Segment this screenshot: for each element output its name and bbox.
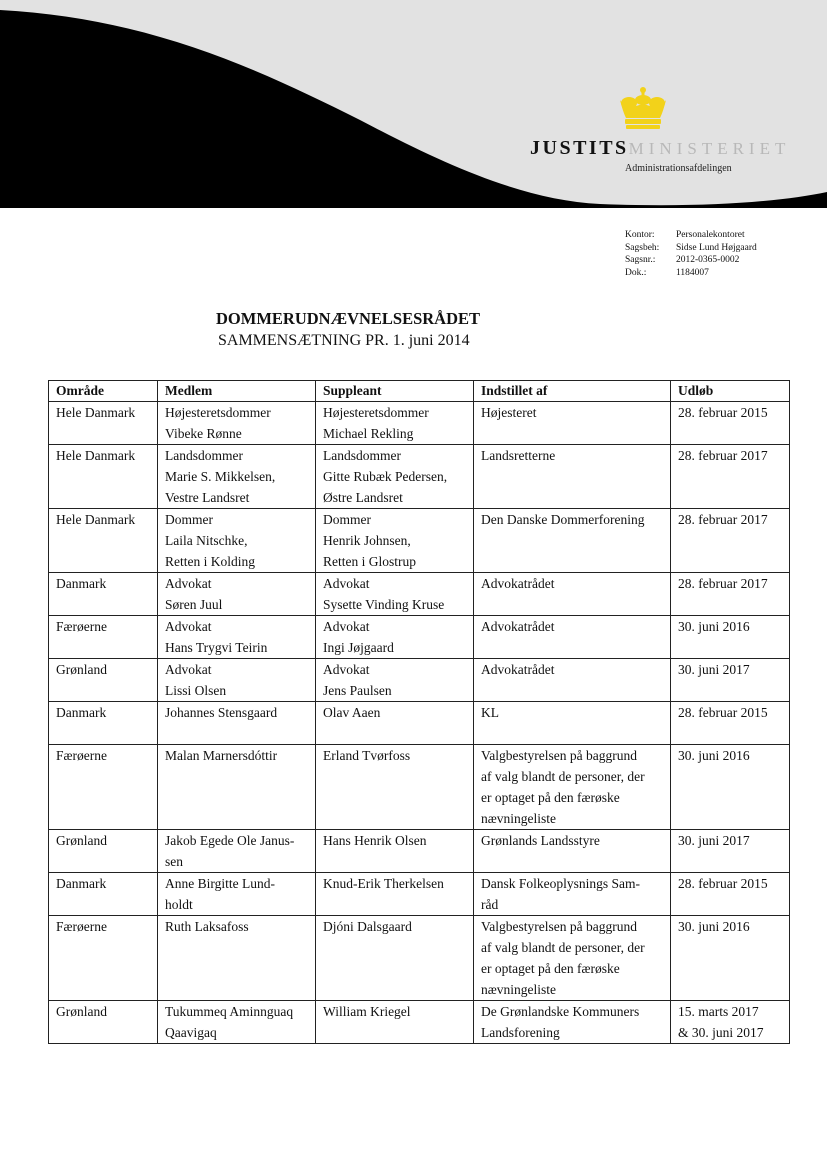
cell-nominated: [474, 830, 671, 873]
cell-line: Djóni Dalsgaard: [323, 919, 412, 934]
cell-line: Advokat: [323, 576, 370, 591]
cell-nominated: [474, 873, 671, 916]
meta-row: [625, 267, 757, 280]
meta-key: Kontor:: [625, 230, 655, 240]
cell-line: Lissi Olsen: [165, 683, 227, 698]
cell-line: Retten i Kolding: [165, 554, 255, 569]
logo-strong-text: JUSTITS: [530, 137, 629, 159]
cell-line: 28. februar 2015: [678, 705, 768, 720]
column-header-member: Medlem: [158, 381, 316, 402]
cell-line: holdt: [165, 897, 193, 912]
cell-line: Højesteret: [481, 405, 537, 420]
cell-line: KL: [481, 705, 499, 720]
cell-expiry: [671, 702, 790, 745]
meta-value: 1184007: [676, 267, 709, 278]
cell-line: 28. februar 2017: [678, 448, 768, 463]
cell-line: Advokatrådet: [481, 576, 555, 591]
cell-line: Advokat: [323, 662, 370, 677]
cell-line: Johannes Stensgaard: [165, 705, 278, 720]
cell-line: Marie S. Mikkelsen,: [165, 469, 276, 484]
cell-nominated: [474, 402, 671, 445]
meta-row: [625, 229, 757, 242]
cell-line: af valg blandt de personer, der: [481, 769, 645, 784]
cell-line: 15. marts 2017: [678, 1004, 759, 1019]
meta-value: Personalekontoret: [676, 230, 745, 240]
cell-line: Valgbestyrelsen på baggrund: [481, 748, 637, 763]
cell-line: 30. juni 2017: [678, 662, 750, 677]
ministry-logo: [530, 136, 790, 161]
cell-line: Tukummeq Aminnguaq: [165, 1004, 294, 1019]
cell-line: Grønlands Landsstyre: [481, 833, 600, 848]
cell-member: [158, 616, 316, 659]
cell-line: Malan Marnersdóttir: [165, 748, 278, 763]
cell-line: Vestre Landsret: [165, 490, 250, 505]
cell-line: Dansk Folkeoplysnings Sam-: [481, 876, 641, 891]
column-header-area: Område: [49, 381, 158, 402]
meta-value: Sidse Lund Højgaard: [676, 242, 757, 253]
meta-row: [625, 254, 757, 267]
cell-member: [158, 445, 316, 509]
cell-line: sen: [165, 854, 183, 869]
cell-nominated: [474, 916, 671, 1001]
cell-line: 30. juni 2016: [678, 748, 750, 763]
cell-expiry: [671, 830, 790, 873]
cell-area: Danmark: [49, 873, 158, 916]
cell-line: 28. februar 2017: [678, 512, 768, 527]
cell-expiry: [671, 659, 790, 702]
council-composition-table: [48, 380, 790, 1044]
cell-line: Hans Trygvi Teirin: [165, 640, 268, 655]
table-row: [49, 1001, 790, 1044]
table-row: [49, 830, 790, 873]
cell-line: Valgbestyrelsen på baggrund: [481, 919, 637, 934]
cell-area: Hele Danmark: [49, 445, 158, 509]
cell-substitute: [316, 745, 474, 830]
cell-line: Dommer: [323, 512, 371, 527]
cell-line: Søren Juul: [165, 597, 223, 612]
cell-line: Jens Paulsen: [323, 683, 392, 698]
meta-key: Sagsbeh:: [625, 242, 660, 253]
cell-nominated: [474, 702, 671, 745]
table-row: [49, 873, 790, 916]
header-background: [0, 0, 827, 208]
cell-line: Advokatrådet: [481, 662, 555, 677]
cell-line: er optaget på den færøske: [481, 961, 620, 976]
cell-line: Sysette Vinding Kruse: [323, 597, 445, 612]
cell-member: [158, 402, 316, 445]
cell-line: Olav Aaen: [323, 705, 381, 720]
cell-area: Grønland: [49, 830, 158, 873]
cell-line: De Grønlandske Kommuners: [481, 1004, 640, 1019]
cell-line: Advokat: [165, 576, 212, 591]
cell-line: Vibeke Rønne: [165, 426, 242, 441]
cell-line: & 30. juni 2017: [678, 1025, 764, 1040]
cell-line: Retten i Glostrup: [323, 554, 416, 569]
cell-substitute: [316, 830, 474, 873]
cell-member: [158, 702, 316, 745]
cell-area: Færøerne: [49, 745, 158, 830]
cell-substitute: [316, 873, 474, 916]
cell-substitute: [316, 702, 474, 745]
cell-expiry: [671, 1001, 790, 1044]
cell-line: 30. juni 2017: [678, 833, 750, 848]
cell-line: af valg blandt de personer, der: [481, 940, 645, 955]
cell-member: [158, 573, 316, 616]
cell-line: Knud-Erik Therkelsen: [323, 876, 444, 891]
cell-member: [158, 509, 316, 573]
cell-nominated: [474, 509, 671, 573]
cell-line: Michael Rekling: [323, 426, 414, 441]
cell-area: Hele Danmark: [49, 509, 158, 573]
cell-line: Den Danske Dommerforening: [481, 512, 645, 527]
cell-expiry: [671, 573, 790, 616]
cell-substitute: [316, 445, 474, 509]
cell-area: Danmark: [49, 573, 158, 616]
department-name: Administrationsafdelingen: [625, 163, 732, 174]
cell-substitute: [316, 402, 474, 445]
crown-icon: [616, 86, 670, 130]
cell-line: 28. februar 2017: [678, 576, 768, 591]
meta-key: Sagsnr.:: [625, 255, 656, 265]
cell-area: Færøerne: [49, 616, 158, 659]
cell-substitute: [316, 659, 474, 702]
cell-area: Færøerne: [49, 916, 158, 1001]
cell-nominated: [474, 445, 671, 509]
document-subtitle: SAMMENSÆTNING PR. 1. juni 2014: [218, 332, 470, 349]
cell-line: Jakob Egede Ole Janus-: [165, 833, 295, 848]
cell-area: Hele Danmark: [49, 402, 158, 445]
cell-line: Qaavigaq: [165, 1025, 217, 1040]
cell-substitute: [316, 616, 474, 659]
table-row: [49, 702, 790, 745]
cell-member: [158, 873, 316, 916]
meta-row: [625, 242, 757, 255]
cell-line: Landsdommer: [165, 448, 243, 463]
column-header-nominated-by: Indstillet af: [474, 381, 671, 402]
cell-line: Østre Landsret: [323, 490, 403, 505]
table-row: [49, 745, 790, 830]
cell-line: Landsretterne: [481, 448, 556, 463]
cell-line: Gitte Rubæk Pedersen,: [323, 469, 448, 484]
cell-line: Dommer: [165, 512, 213, 527]
cell-line: Anne Birgitte Lund-: [165, 876, 275, 891]
cell-line: Advokat: [165, 662, 212, 677]
cell-line: Landsforening: [481, 1025, 560, 1040]
meta-key: Dok.:: [625, 267, 647, 278]
cell-line: 28. februar 2015: [678, 405, 768, 420]
cell-line: Landsdommer: [323, 448, 401, 463]
cell-member: [158, 830, 316, 873]
cell-expiry: [671, 745, 790, 830]
cell-nominated: [474, 1001, 671, 1044]
cell-area: Grønland: [49, 659, 158, 702]
table-row: [49, 916, 790, 1001]
cell-substitute: [316, 1001, 474, 1044]
meta-value: 2012-0365-0002: [676, 255, 740, 265]
cell-member: [158, 745, 316, 830]
cell-line: Ingi Jøjgaard: [323, 640, 394, 655]
cell-line: Advokatrådet: [481, 619, 555, 634]
cell-substitute: [316, 573, 474, 616]
cell-expiry: [671, 873, 790, 916]
cell-line: Henrik Johnsen,: [323, 533, 411, 548]
cell-line: Advokat: [165, 619, 212, 634]
table-row: [49, 402, 790, 445]
cell-nominated: [474, 659, 671, 702]
cell-expiry: [671, 616, 790, 659]
cell-line: Advokat: [323, 619, 370, 634]
cell-line: 30. juni 2016: [678, 919, 750, 934]
cell-expiry: [671, 445, 790, 509]
cell-expiry: [671, 402, 790, 445]
cell-line: er optaget på den færøske: [481, 790, 620, 805]
cell-line: nævningeliste: [481, 811, 556, 826]
cell-expiry: [671, 509, 790, 573]
cell-line: Laila Nitschke,: [165, 533, 248, 548]
cell-line: Højesteretsdommer: [323, 405, 429, 420]
cell-member: [158, 1001, 316, 1044]
case-metadata: [625, 229, 757, 279]
logo-light-text: MINISTERIET: [628, 139, 791, 158]
column-header-substitute: Suppleant: [316, 381, 474, 402]
cell-line: Ruth Laksafoss: [165, 919, 249, 934]
cell-area: Grønland: [49, 1001, 158, 1044]
cell-line: Hans Henrik Olsen: [323, 833, 427, 848]
table-row: [49, 659, 790, 702]
cell-member: [158, 659, 316, 702]
cell-nominated: [474, 616, 671, 659]
table-row: [49, 616, 790, 659]
document-title: DOMMERUDNÆVNELSESRÅDET: [216, 309, 481, 328]
cell-line: råd: [481, 897, 499, 912]
cell-nominated: [474, 573, 671, 616]
cell-line: 30. juni 2016: [678, 619, 750, 634]
cell-nominated: [474, 745, 671, 830]
cell-expiry: [671, 916, 790, 1001]
cell-line: nævningeliste: [481, 982, 556, 997]
cell-line: William Kriegel: [323, 1004, 411, 1019]
cell-line: Erland Tvørfoss: [323, 748, 411, 763]
table-header-row: [49, 381, 790, 402]
cell-substitute: [316, 916, 474, 1001]
table-row: [49, 573, 790, 616]
cell-line: Højesteretsdommer: [165, 405, 271, 420]
table-row: [49, 445, 790, 509]
cell-area: Danmark: [49, 702, 158, 745]
table-row: [49, 509, 790, 573]
column-header-expiry: Udløb: [671, 381, 790, 402]
cell-substitute: [316, 509, 474, 573]
cell-line: 28. februar 2015: [678, 876, 768, 891]
cell-member: [158, 916, 316, 1001]
